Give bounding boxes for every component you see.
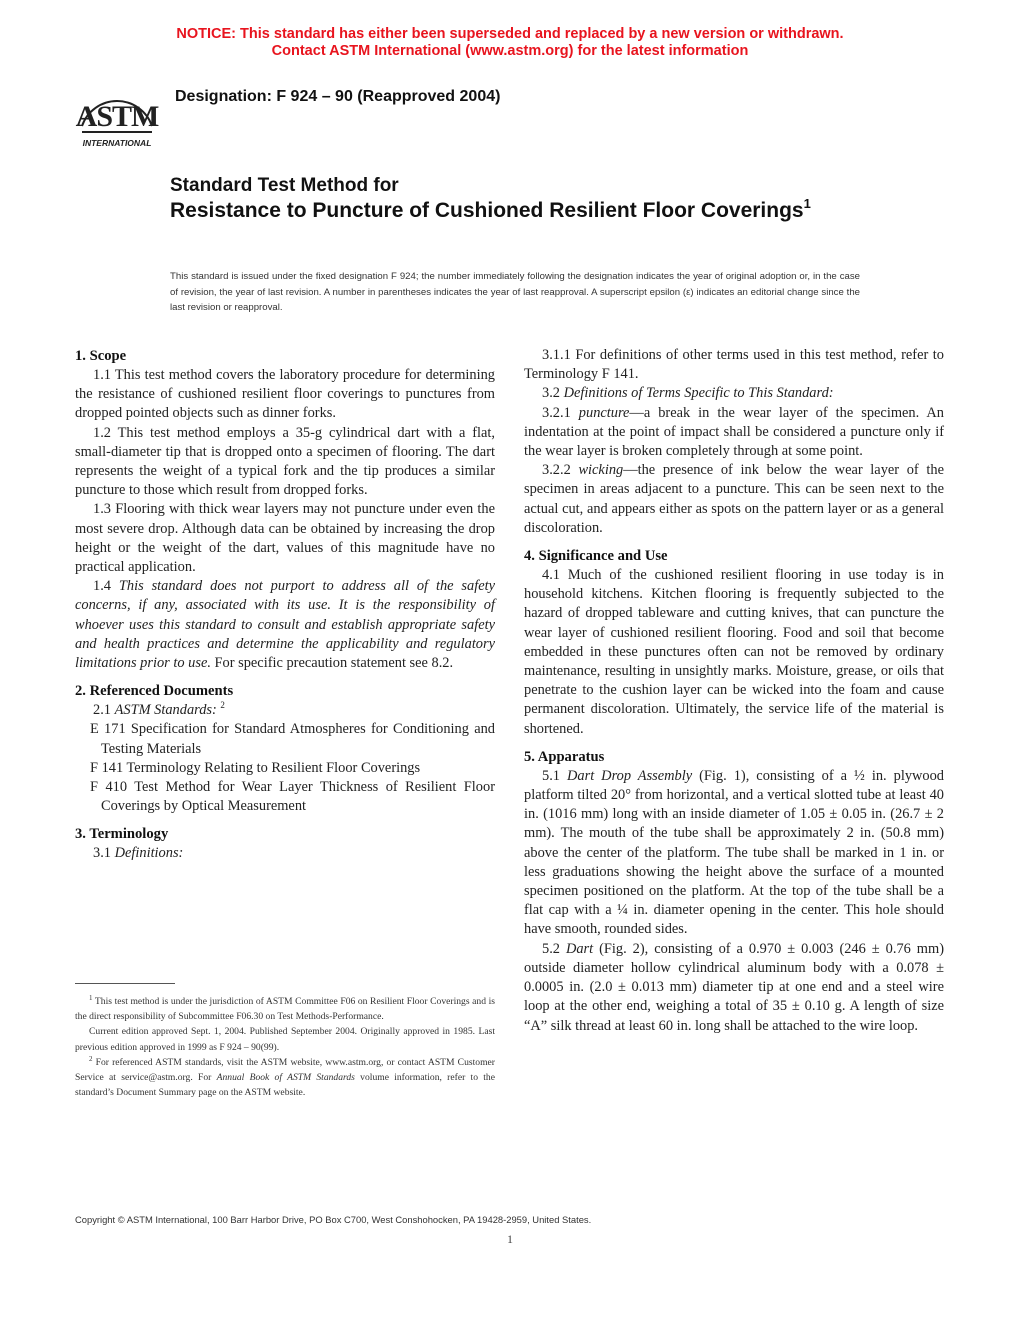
footnote-divider xyxy=(75,983,175,984)
section-heading-significance: 4. Significance and Use xyxy=(524,548,668,565)
title-line-2: Resistance to Puncture of Cushioned Resilient Floor Coverings$^1$ xyxy=(170,196,811,222)
title-footnote-mark[interactable]: 1 xyxy=(803,196,811,211)
reference-item[interactable]: F 410 Test Method for Wear Layer Thickness of Resilient Floor Coverings by Optical Measurement xyxy=(90,779,495,815)
footnote-1: $^1$ This test method is under the jurisdiction of ASTM Committee F06 on Resilient Floor Coverings and is the direct responsibility of Subcommittee F06.30 on Test Methods-Performance. xyxy=(75,993,495,1023)
paragraph-1-4: 1.4 This standard does not purport to address all of the safety concerns, if any, associated with its use. It is the responsibility of whoever uses this standard to consult and establish appropriate safety and health practices and determine the applicability and regulatory limitations prior to use. For specific precaution statement see 8.2. xyxy=(75,578,495,672)
standard-intro-note: This standard is issued under the fixed designation F 924; the number immediately following the designation indicates the year of original adoption or, in the case of revision, the year of last revision. A number in parentheses indicates the year of last reapproval. A superscript epsilon (ε) indicates an editorial change since the last revision or reapproval. xyxy=(170,271,860,313)
paragraph-5-2: 5.2 Dart (Fig. 2), consisting of a 0.970 ± 0.003 (246 ± 0.76 mm) outside diameter hollow cylindrical aluminum body with a 0.078 ± 0.0005 in. (2.0 ± 0.013 mm) diameter tip at one end and a steel wire loop at the other end, weighing a total of 35 ± 0.10 g. A length of size “A” silk thread at least 60 in. long shall be attached to the wire loop. xyxy=(524,940,944,1034)
paragraph-1-1: 1.1 This test method covers the laboratory procedure for determining the resistance of cushioned resilient floor coverings to punctures from dropped pointed objects such as dinner forks. xyxy=(75,367,495,422)
notice-line-1: NOTICE: This standard has either been superseded and replaced by a new version or withdrawn. xyxy=(176,26,844,42)
section-heading-referenced-documents: 2. Referenced Documents xyxy=(75,683,234,700)
title-line-1: Standard Test Method for xyxy=(170,175,399,196)
withdrawn-notice xyxy=(0,26,1020,60)
paragraph-3-2: 3.2 Definitions of Terms Specific to This Standard: xyxy=(542,385,834,402)
paragraph-1-2: 1.2 This test method employs a 35-g cylindrical dart with a flat, small-diameter tip that is dropped onto a specimen of flooring. The dart represents the weight of a typical fork and the tip produces a similar puncture to those which result from dropped forks. xyxy=(75,424,495,499)
paragraph-2-1: 2.1 ASTM Standards: $^2$ xyxy=(93,700,225,719)
paragraph-4-1: 4.1 Much of the cushioned resilient flooring in use today is in household kitchens. Kitchen flooring is frequently subjected to the hazard of dropped tableware and cutting knives, that can puncture the wear layer of cushioned resilient flooring. Food and soil that become embedded in these punctures often can not be removed by ordinary maintenance, resulting in unsightly marks. Moisture, grease, or oils that penetrate to the cushion layer can be wicked into the foam and cause permanent discoloration. Ultimately, the service life of the material is shortened. xyxy=(524,567,944,737)
section-heading-terminology: 3. Terminology xyxy=(75,826,169,843)
paragraph-1-3: 1.3 Flooring with thick wear layers may not puncture under even the most severe drop. Although data can be obtained by increasing the drop height or the weight of the dart, values of this magnitude have no practical application. xyxy=(75,501,495,576)
astm-logo-icon xyxy=(72,74,162,152)
right-column xyxy=(524,346,944,1036)
svg-text:ASTM: ASTM xyxy=(75,100,159,133)
designation: Designation: F 924 – 90 (Reapproved 2004) xyxy=(175,88,501,105)
footnote-mark-2[interactable]: 2 xyxy=(220,700,225,711)
paragraph-3-1-1: 3.1.1 For definitions of other terms used in this test method, refer to Terminology F 141. xyxy=(524,347,944,383)
document-title xyxy=(170,174,860,223)
reference-item[interactable]: F 141 Terminology Relating to Resilient Floor Coverings xyxy=(90,759,421,776)
footnote-2: $^2$ For referenced ASTM standards, visit the ASTM website, www.astm.org, or contact ASTM Customer Service at service@astm.org. For Annual Book of ASTM Standards volume information, refer to the standard’s Document Summary page on the ASTM website. xyxy=(75,1054,495,1099)
paragraph-3-2-2: 3.2.2 wicking—the presence of ink below the wear layer of the specimen in areas adjacent to a puncture. This can be seen next to the actual cut, and appears either as spots on the pattern layer or as a general discoloration. xyxy=(524,462,944,536)
copyright-line: Copyright © ASTM International, 100 Barr Harbor Drive, PO Box C700, West Conshohocken, PA 19428-2959, United States. xyxy=(75,1214,592,1225)
notice-line-2[interactable]: Contact ASTM International (www.astm.org) for the latest information xyxy=(271,43,749,59)
section-heading-scope: 1. Scope xyxy=(75,348,127,364)
paragraph-3-2-1: 3.2.1 puncture—a break in the wear layer of the specimen. An indentation at the point of impact shall be considered a puncture only if the wear layer is broken completely through at some point. xyxy=(524,404,944,460)
svg-text:INTERNATIONAL: INTERNATIONAL xyxy=(82,138,152,148)
footnote-1-continued: Current edition approved Sept. 1, 2004. Published September 2004. Originally approved in 1985. Last previous edition approved in 1999 as F 924 – 90(99). xyxy=(75,1026,495,1053)
left-column xyxy=(75,346,495,864)
reference-item[interactable]: E 171 Specification for Standard Atmospheres for Conditioning and Testing Materials xyxy=(90,721,495,757)
section-heading-apparatus: 5. Apparatus xyxy=(524,748,605,765)
paragraph-3-1: 3.1 Definitions: xyxy=(93,845,184,862)
footnotes xyxy=(75,994,495,1100)
paragraph-5-1: 5.1 Dart Drop Assembly (Fig. 1), consisting of a ½ in. plywood platform tilted 20° from horizontal, and a vertical slotted tube at least 40 in. (1016 mm) long with an inside diameter of 1.05 ± 0.05 in. (26.7 ± 2 mm). The mouth of the tube shall be approximately 2 in. (50.8 mm) above the center of the platform. The tube shall be marked in 1 in. or less graduations showing the height above the surface of a mounted specimen positioned on the platform. At the top of the tube shall be a flat cap with a ¼ in. diameter opening in the center. This hole should have smooth, rounded sides. xyxy=(524,767,944,938)
page-number: 1 xyxy=(507,1232,513,1246)
